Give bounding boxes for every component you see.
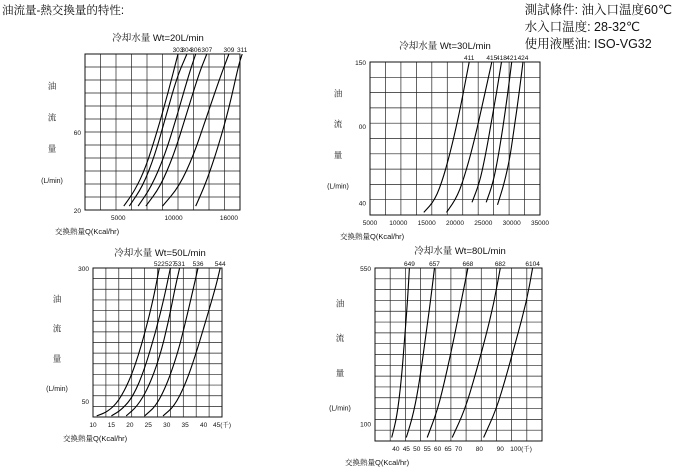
- x-tick-label: 25: [144, 422, 152, 429]
- x-tick-label: 25000: [474, 220, 493, 227]
- series-label-421: 421: [506, 55, 518, 62]
- chart-1: [41, 32, 248, 236]
- series-label-682: 682: [494, 261, 506, 268]
- y-tick-label: 60: [73, 130, 81, 137]
- series-line-649: [392, 268, 410, 438]
- x-tick-label: 10000: [164, 215, 183, 222]
- series-label-657: 657: [429, 261, 440, 268]
- y-tick-label: 150: [355, 60, 366, 67]
- x-tick-label: 55: [423, 446, 431, 453]
- series-label-536: 536: [192, 261, 204, 268]
- condition-oil-inlet-temp: 測試條件: 油入口温度60℃: [524, 3, 672, 17]
- series-line-6104: [484, 268, 533, 438]
- series-label-304: 304: [181, 47, 193, 54]
- x-tick-label: 90: [496, 446, 504, 453]
- x-tick-label: 10000: [389, 220, 408, 227]
- y-axis-label-part: 流: [47, 112, 57, 123]
- x-tick-label: 20: [126, 422, 134, 429]
- chart-title: 冷却水量 Wt=20L/min: [112, 33, 204, 44]
- y-axis-label-part: 流: [52, 323, 62, 334]
- y-axis-label: [41, 81, 63, 185]
- y-tick-label: 300: [78, 266, 89, 273]
- series-label-303: 303: [172, 47, 184, 54]
- y-axis-label-part: 油: [47, 81, 57, 92]
- series-label-307: 307: [201, 47, 213, 54]
- x-tick-label: 30000: [502, 220, 521, 227]
- x-tick-label: 30: [163, 422, 171, 429]
- y-tick-label: 550: [360, 266, 371, 273]
- x-tick-label: 5000: [110, 215, 126, 222]
- chart-title: 冷却水量 Wt=50L/min: [114, 248, 206, 259]
- y-axis-label-part: 油: [333, 88, 343, 99]
- y-axis-label-part: 油: [52, 293, 62, 304]
- series-line-307: [146, 54, 207, 206]
- y-tick-label: 50: [81, 399, 89, 407]
- series-label-668: 668: [462, 261, 474, 268]
- series-label-649: 649: [404, 261, 415, 268]
- x-tick-label: 65: [444, 446, 452, 453]
- series-line-544: [163, 268, 220, 416]
- y-axis-label: [46, 294, 68, 393]
- series-line-668: [427, 268, 468, 438]
- x-tick-label: 16000: [219, 215, 238, 222]
- series-label-544: 544: [214, 261, 226, 268]
- y-axis-label-part: 流: [333, 119, 343, 130]
- condition-water-inlet-temp: 水入口温度: 28-32℃: [524, 20, 641, 34]
- series-label-522: 522: [153, 261, 165, 268]
- x-tick-label: 10: [89, 422, 97, 429]
- x-axis-label: 交換熱量Q(Kcal/hr): [63, 434, 128, 443]
- series-label-424: 424: [517, 55, 529, 62]
- y-axis-label-part: (L/min): [41, 177, 63, 185]
- chart-grid: [370, 62, 540, 215]
- series-label-418: 418: [496, 55, 507, 62]
- chart-title: 冷却水量 Wt=80L/min: [414, 246, 506, 257]
- x-tick-label: 40: [199, 422, 208, 429]
- y-axis-label-part: 流: [335, 333, 345, 344]
- chart-grid: [85, 54, 240, 210]
- series-label-415: 415: [486, 55, 498, 62]
- x-tick-label: 35: [181, 422, 189, 429]
- series-label-531: 531: [174, 261, 186, 268]
- chart-2: [327, 40, 549, 241]
- x-tick-label: 5000: [362, 220, 378, 227]
- y-axis-label-part: 量: [47, 143, 57, 154]
- x-tick-label: 35000: [530, 220, 550, 227]
- x-axis-label: 交換熱量Q(Kcal/hr): [55, 227, 120, 236]
- y-axis-label-part: (L/min): [329, 405, 351, 413]
- x-axis-label: 交換熱量Q(Kcal/hr): [340, 232, 405, 241]
- x-tick-label: 50: [413, 446, 421, 453]
- y-axis-label-part: 油: [335, 298, 345, 309]
- x-tick-label: 60: [434, 446, 442, 453]
- x-tick-label: 15: [107, 422, 116, 429]
- x-tick-label: 100(千): [510, 446, 532, 453]
- chart-grid: [375, 268, 542, 441]
- series-label-6104: 6104: [525, 261, 540, 268]
- chart-3: [46, 247, 231, 443]
- condition-hydraulic-oil: 使用液壓油: ISO-VG32: [524, 37, 652, 51]
- series-line-682: [452, 268, 500, 438]
- y-tick-label: 40: [358, 200, 366, 208]
- chart-title: 冷却水量 Wt=30L/min: [399, 41, 491, 52]
- series-line-303: [124, 54, 178, 206]
- series-label-309: 309: [223, 47, 235, 54]
- series-label-311: 311: [237, 47, 248, 54]
- y-tick-label: 100: [360, 421, 371, 429]
- x-tick-label: 80: [475, 446, 483, 453]
- chart-4: [329, 245, 542, 467]
- series-line-527: [111, 268, 170, 416]
- x-tick-label: 15000: [417, 220, 436, 227]
- x-tick-label: 40: [392, 446, 400, 453]
- series-label-306: 306: [190, 47, 202, 54]
- y-axis-label-part: (L/min): [46, 386, 68, 394]
- series-line-424: [498, 62, 524, 205]
- y-axis-label-part: (L/min): [327, 183, 349, 191]
- y-axis-label: [327, 89, 349, 191]
- series-label-527: 527: [164, 261, 176, 268]
- y-axis-label-part: 量: [335, 367, 345, 378]
- x-axis-label: 交換熱量Q(Kcal/hr): [345, 458, 410, 467]
- y-axis-label-part: 量: [52, 353, 62, 364]
- y-tick-label: 00: [358, 123, 366, 131]
- series-label-411: 411: [463, 55, 475, 62]
- y-tick-label: 20: [73, 208, 81, 215]
- chart-grid: [93, 268, 222, 417]
- y-axis-label: [329, 299, 351, 413]
- x-tick-label: 20000: [445, 220, 465, 227]
- x-tick-label: 45: [402, 446, 410, 453]
- y-axis-label-part: 量: [333, 149, 343, 160]
- page-title: 油流量-熱交換量的特性:: [2, 5, 125, 17]
- x-tick-label: 70: [454, 446, 463, 453]
- x-tick-label: 45(千): [212, 422, 232, 429]
